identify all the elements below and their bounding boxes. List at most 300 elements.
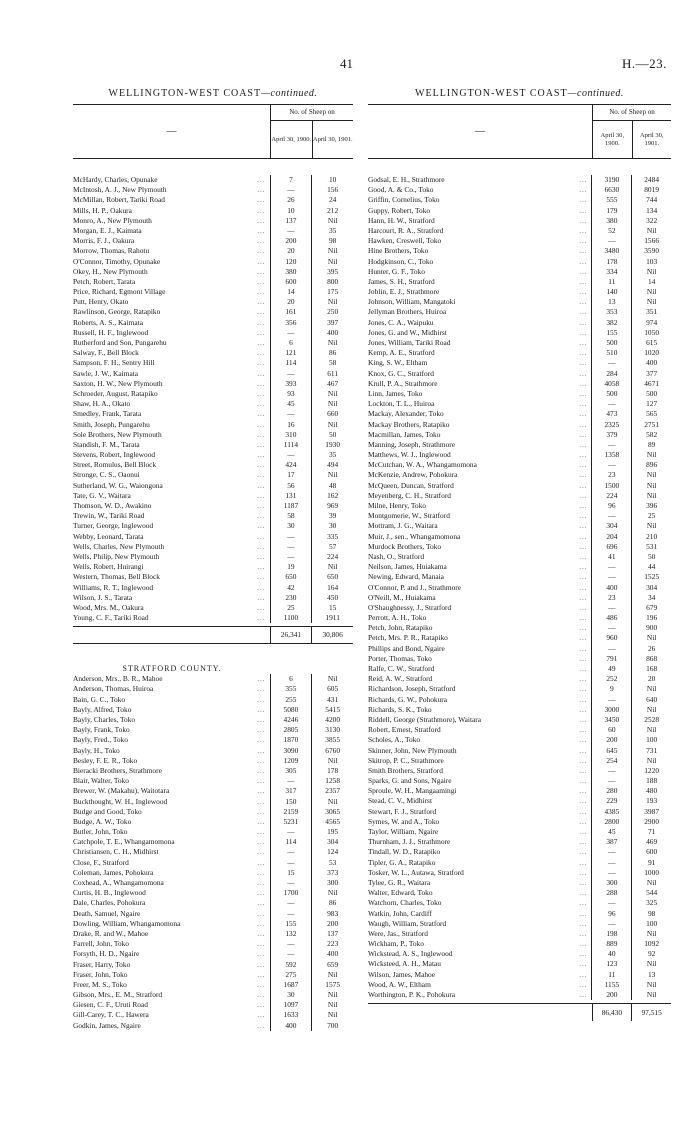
leader-dots: ... [564,776,592,786]
leader-dots: ... [242,236,270,246]
leader-dots: ... [564,552,592,562]
table-row [368,674,671,684]
right-header-1901: April 30, 1901. [640,131,664,147]
value-1900: — [270,909,313,919]
value-1901: 400 [327,327,339,337]
value-1901: Nil [327,297,338,307]
table-row [368,603,671,613]
table-row [73,797,353,807]
table-row [368,664,671,674]
right-rows [368,175,671,1000]
right-total-label [368,1004,592,1021]
value-1901: Nil [646,225,657,235]
value-1900: 5080 [270,705,313,715]
value-1900: 555 [591,195,632,205]
value-1901: 744 [646,195,658,205]
value-1900: 30 [270,521,313,531]
table-row [73,746,353,756]
table-row [73,878,353,888]
value-1901: Nil [327,1010,338,1020]
value-1901: 156 [327,185,339,195]
value-1900: 300 [591,878,632,888]
row-name: McIntosh, A. J., New Plymouth [73,185,167,195]
leader-dots: ... [242,603,270,613]
row-name: McCutchan, W. A., Whangamomona [368,460,477,470]
row-name: Roberts, A. S., Kaimata [73,317,143,327]
value-1901: 431 [327,694,339,704]
table-row [368,307,671,317]
value-1900: 1633 [270,1010,313,1020]
right-total-1901: 97,515 [641,1008,662,1018]
row-name: Russell, H. F., Inglewood [73,327,149,337]
value-1900: 334 [591,267,632,277]
row-name: Gill-Carey, T. C., Hawera [73,1010,149,1020]
value-1901: 1020 [644,348,660,358]
table-row [73,929,353,939]
value-1901: 395 [327,266,339,276]
value-1900: 387 [591,837,632,847]
value-1900: 3090 [270,746,313,756]
leader-dots: ... [564,959,592,969]
value-1901: 3130 [325,725,341,735]
value-1900: 16 [270,420,313,430]
table-row [368,277,671,287]
value-1900: 696 [591,542,632,552]
leader-dots: ... [564,746,592,756]
value-1901: Nil [646,490,657,500]
leader-dots: ... [242,888,270,898]
left-sheep-header [271,105,353,158]
value-1901: 1911 [325,613,340,623]
value-1900: — [591,236,632,246]
leader-dots: ... [242,939,270,949]
value-1901: Nil [646,633,657,643]
value-1901: 86 [328,898,337,908]
right-sheep-header [593,105,671,158]
row-name: Fraser, John, Toko [73,969,128,979]
leader-dots: ... [564,216,592,226]
value-1900: 1209 [270,756,313,766]
value-1900: 96 [591,501,632,511]
right-column-title [368,86,671,105]
leader-dots: ... [564,939,592,949]
row-name: Manning, Joseph, Strathmore [368,439,456,449]
value-1901: 91 [647,857,656,867]
row-name: Saxton, H. W., New Plymouth [73,378,163,388]
value-1901: 134 [646,205,658,215]
table-row [368,583,671,593]
leader-dots: ... [242,185,270,195]
table-row [368,338,671,348]
table-row [73,888,353,898]
leader-dots: ... [564,470,592,480]
value-1900: 179 [591,206,632,216]
value-1900: — [270,226,313,236]
table-row [73,695,353,705]
leader-dots: ... [242,450,270,460]
value-1901: 98 [328,236,337,246]
table-row [73,195,353,205]
value-1900: — [270,847,313,857]
value-1901: 89 [647,439,656,449]
row-name: Wells, Charles, New Plymouth [73,541,165,551]
row-name: Street, Romulus, Bell Block [73,460,157,470]
leader-dots: ... [564,613,592,623]
row-name: Buckthought, W. H., Inglewood [73,796,168,806]
leader-dots: ... [564,603,592,613]
value-1900: — [591,695,632,705]
table-row [368,267,671,277]
table-row [73,328,353,338]
value-1901: Nil [646,755,657,765]
table-row [368,399,671,409]
row-name: Waugh, William, Stratford [368,918,447,928]
row-name: Wickstead, A. S., Inglewood [368,949,453,959]
leader-dots: ... [242,195,270,205]
row-name: Guppy, Robert, Toko [368,205,431,215]
row-name: O'Connor, Timothy, Opunake [73,256,161,266]
table-row [73,440,353,450]
leader-dots: ... [564,898,592,908]
leader-dots: ... [242,348,270,358]
row-name: Monro, A., New Plymouth [73,215,152,225]
leader-dots: ... [242,226,270,236]
value-1901: 100 [646,918,658,928]
row-name: Linn, James, Toko [368,388,423,398]
value-1901: 103 [646,256,658,266]
value-1901: 223 [327,939,339,949]
table-row [368,552,671,562]
left-column [73,86,353,1031]
value-1900: 9 [591,684,632,694]
table-row [368,949,671,959]
table-row [368,837,671,847]
value-1900: — [591,562,632,572]
row-name: Knox, G. C., Stratford [368,368,434,378]
row-name: Harcourt, R. A., Stratford [368,225,444,235]
page-number: 41 [340,56,353,71]
row-name: Standish, F. M., Tarata [73,439,140,449]
value-1901: 650 [327,572,339,582]
row-name: Ralfe, C. W., Stratford [368,664,435,673]
value-1901: 531 [646,541,658,551]
value-1901: Nil [646,287,657,297]
value-1900: 2805 [270,725,313,735]
leader-dots: ... [564,593,592,603]
value-1901: Nil [646,928,657,938]
value-1900: 6 [270,674,313,684]
value-1901: 193 [646,796,658,806]
row-name: Putt, Henry, Okato [73,297,129,307]
value-1901: 195 [327,827,339,837]
leader-dots: ... [564,501,592,511]
value-1900: 229 [591,796,632,806]
row-name: Besley, F. E. R., Toko [73,755,138,765]
leader-dots: ... [242,715,270,725]
table-row [73,399,353,409]
value-1901: 137 [327,928,339,938]
table-row [368,460,671,470]
value-1900: 284 [591,369,632,379]
leader-dots: ... [564,257,592,267]
value-1900: 592 [270,960,313,970]
row-name: Young, C. F., Tariki Road [73,613,149,623]
value-1901: 2528 [644,714,660,724]
value-1901: 396 [646,501,658,510]
leader-dots: ... [242,420,270,430]
row-name: Death, Samuel, Ngaire [73,908,141,918]
row-name: Turner, George, Inglewood [73,521,154,531]
row-name: Schroeder, August, Ratapiko [73,388,158,398]
table-row [73,430,353,440]
left-group-label: No. of Sheep on [271,105,353,121]
row-name: Riddell, George (Strathmore), Waitara [368,714,482,724]
table-row [368,440,671,450]
leader-dots: ... [242,389,270,399]
value-1900: 1500 [591,481,632,491]
value-1901: 50 [328,429,337,439]
value-1901: 351 [646,307,658,317]
value-1901: 3855 [325,735,341,745]
right-title-text: WELLINGTON-WEST COAST [415,88,568,99]
row-name: Drake, R. and W., Mahoe [73,928,149,938]
value-1901: 400 [646,358,658,368]
value-1900: 2800 [591,817,632,827]
leader-dots: ... [564,868,592,878]
leader-dots: ... [564,623,592,633]
table-row [368,481,671,491]
value-1900: 510 [591,348,632,358]
leader-dots: ... [564,878,592,888]
row-name: Thomson, W. D., Awakino [73,501,152,510]
value-1901: 494 [327,460,339,470]
table-row [368,175,671,185]
table-row [368,542,671,552]
value-1900: 204 [591,532,632,542]
leader-dots: ... [242,1021,270,1031]
value-1900: 650 [270,572,313,582]
value-1901: 1930 [325,439,341,449]
leader-dots: ... [564,858,592,868]
value-1901: Nil [327,388,338,398]
value-1900: — [591,847,632,857]
value-1900: 140 [591,287,632,297]
value-1901: 983 [327,908,339,918]
value-1900: — [591,603,632,613]
row-name: Smith Brothers, Stratford [368,765,443,775]
table-row [368,715,671,725]
row-name: Newing, Edward, Manaia [368,572,444,582]
table-row [368,980,671,990]
table-row [368,990,671,1000]
value-1901: 335 [327,531,339,541]
value-1900: 355 [270,684,313,694]
value-1901: 4671 [644,378,660,388]
row-name: Nash, O., Stratford [368,551,425,561]
value-1901: 196 [646,613,658,623]
row-name: Dale, Charles, Pohokura [73,898,146,908]
value-1900: 500 [591,389,632,399]
value-1901: 2484 [644,175,660,184]
table-row [368,389,671,399]
value-1901: 679 [646,602,658,612]
table-row [73,919,353,929]
leader-dots: ... [564,644,592,654]
value-1900: 1187 [270,501,313,511]
value-1901: 58 [328,358,337,368]
leader-dots: ... [242,409,270,419]
leader-dots: ... [564,572,592,582]
table-row [368,236,671,246]
value-1901: 640 [646,694,658,704]
leader-dots: ... [242,440,270,450]
table-row [73,369,353,379]
table-row [73,960,353,970]
value-1901: 25 [647,511,656,521]
value-1900: — [270,328,313,338]
row-name: Forsyth, H. D., Ngaire [73,949,140,959]
table-row [368,511,671,521]
row-name: Skinner, John, New Plymouth [368,745,457,755]
table-row [368,348,671,358]
table-row [73,491,353,501]
value-1901: 700 [327,1020,339,1030]
leader-dots: ... [564,175,592,185]
value-1900: 393 [270,379,313,389]
value-1901: Nil [327,246,338,256]
leader-dots: ... [242,267,270,277]
value-1900: 60 [591,725,632,735]
row-name: King, S. W., Eltham [368,358,428,368]
value-1901: 322 [646,215,658,225]
table-row [73,1010,353,1020]
value-1901: 731 [646,745,658,755]
row-name: O'Shaughnessy, J., Stratford [368,602,452,612]
table-row [73,511,353,521]
row-name: Worthington, P. K., Pohokura [368,990,456,999]
section-title: STRATFORD COUNTY. [122,664,222,674]
value-1900: 473 [591,409,632,419]
leader-dots: ... [242,613,270,623]
value-1901: 26 [647,643,656,653]
value-1900: — [270,369,313,379]
table-row [368,817,671,827]
leader-dots: ... [242,919,270,929]
leader-dots: ... [564,837,592,847]
row-name: Wilson, J. S., Tarata [73,592,133,602]
leader-dots: ... [242,521,270,531]
value-1901: 53 [328,857,337,867]
leader-dots: ... [564,287,592,297]
value-1901: 896 [646,460,658,470]
value-1900: 161 [270,307,313,317]
leader-dots: ... [242,980,270,990]
row-name: Walter, Edward, Toko [368,888,433,898]
leader-dots: ... [242,1000,270,1010]
row-name: Tosker, W. L., Autawa, Stratford [368,867,464,877]
leader-dots: ... [242,338,270,348]
value-1900: 356 [270,318,313,328]
table-row [368,257,671,267]
value-1900: 25 [270,603,313,613]
table-row [368,246,671,256]
row-name: Porter, Thomas, Toko [368,653,432,663]
row-name: Petch, Mrs. P. R., Ratapiko [368,633,448,643]
row-name: Wilson, James, Mahoe [368,969,436,979]
row-name: Godsal, E. H., Strathmore [368,175,445,184]
value-1900: 486 [591,613,632,623]
table-row [73,185,353,195]
value-1900: — [270,185,313,195]
value-1901: Nil [646,450,657,460]
row-name: Lockton, T. L., Huiroa [368,399,435,409]
value-1900: — [591,644,632,654]
value-1900: 379 [591,430,632,440]
value-1901: 164 [327,582,339,592]
value-1900: 4385 [591,807,632,817]
value-1901: Nil [327,562,338,572]
right-title-continued: —continued. [567,88,624,99]
row-name: Kemp, A. E., Stratford [368,348,435,358]
value-1900: 42 [270,583,313,593]
table-row [368,623,671,633]
left-title-text: WELLINGTON-WEST COAST [108,88,262,99]
leader-dots: ... [242,572,270,582]
value-1901: 34 [647,592,656,602]
row-name: Watchorn, Charles, Toko [368,898,442,908]
table-row [73,583,353,593]
leader-dots: ... [564,246,592,256]
value-1900: 317 [270,786,313,796]
row-name: James, S. H., Stratford [368,276,435,286]
value-1900: — [591,868,632,878]
leader-dots: ... [242,206,270,216]
leader-dots: ... [242,735,270,745]
document-reference: H.—23. [622,56,667,71]
table-row [73,603,353,613]
value-1900: 45 [270,399,313,409]
table-row [368,409,671,419]
row-name: Godkin, James, Ngaire [73,1020,141,1030]
value-1901: 212 [327,205,339,215]
value-1900: 15 [270,868,313,878]
leader-dots: ... [242,287,270,297]
right-name-header: — [368,105,593,158]
value-1900: 120 [270,257,313,267]
value-1901: 20 [647,674,656,684]
leader-dots: ... [564,460,592,470]
leader-dots: ... [564,369,592,379]
row-name: McKenzie, Andrew, Pohokura [368,470,458,480]
value-1900: — [270,532,313,542]
value-1900: 4246 [270,715,313,725]
row-name: Sparks, G. and Sons, Ngaire [368,776,452,786]
value-1900: — [591,776,632,786]
row-name: Coleman, James, Pohokura [73,867,154,877]
leader-dots: ... [564,195,592,205]
leader-dots: ... [564,664,592,674]
table-row [73,175,353,185]
row-name: Jones, C. A., Waipuku [368,317,434,327]
row-name: Bayly, Charles, Toko [73,715,136,724]
table-row [368,705,671,715]
row-name: Jones, G. and W., Midhirst [368,327,447,337]
value-1901: Nil [327,338,338,347]
value-1901: Nil [646,990,657,999]
value-1901: Nil [327,470,338,480]
table-row [368,491,671,501]
row-name: Bieracki Brothers, Strathmore [73,765,162,775]
